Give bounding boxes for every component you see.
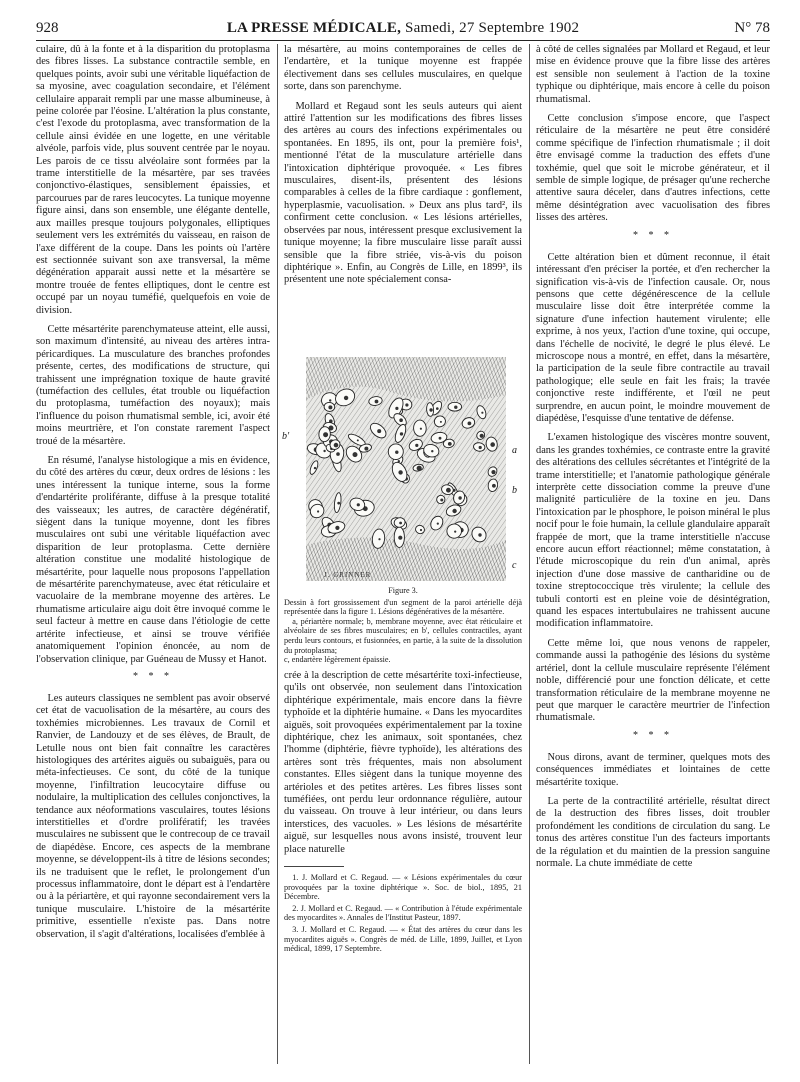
column-2-continued (284, 670, 522, 956)
cell-nucleus (429, 408, 432, 411)
figure-caption (284, 586, 522, 665)
cell-nucleus (317, 510, 319, 512)
cell-nucleus (458, 496, 461, 499)
cell-nucleus (420, 428, 422, 430)
cell-nucleus (314, 467, 316, 469)
paragraph: culaire, dû à la fonte et à la disparition du protoplasma des fibres lisses. La substance contractile semble, en quelques points, avoir subi une véritable liquéfaction de sa myosine, avec coagulation secondaire, et l'élément cellulaire apparait rempli par une masse albumineuse, à peine colorée par l'éosine. L'altération la plus constante, c'est l'exode du protoplasma, avec transformation de la cellule ainsi évidée en une logette, en une véritable alvéole, parfois vide, plus souvent centrée par le noyau. Les parois de ce tissu alvéolaire sont formées par la trame interstitielle de la mésartère, par ses travées conjonctivo-élastiques, sensiblement épaissies, et parcourues par de rares leucocytes. La tunique moyenne figure ainsi, dans son ensemble, une élégante dentelle, aux mailles presque toujours polygonales, elliptiques seulement vers les extrémités du vaisseau, en raison de l'axe différent de la coupe. Dans les points où l'artère est sectionnée suivant son axe transversal, la même dégénération apparait aussi nette et la mésartère se montre trouée de fentes elliptiques, dont le centre est occupé par un noyau tuméfié, quelquefois en voie de division. (36, 44, 270, 316)
cell-nucleus (357, 439, 359, 441)
figure-3 (284, 355, 522, 665)
paragraph: Cette conclusion s'impose encore, que l'aspect réticulaire de la mésartère ne peut être considéré comme spécifique de l'infection rhumatismale ; il doit être envisagé comme la traduction des effets d'une toxhémie, quel que soit le microbe générateur, et il semble de simple logique, de présager qu'une recherche attentive saura déceler, dans d'autres infections, cette même désintégration avec vacuolisation des fibres lisses des artères. (536, 113, 770, 224)
paragraph: Cette même loi, que nous venons de rappeler, commande aussi la pathogénie des lésions du système artériel, dont la cellule musculaire représente l'élément noble, différencié pour une fonction délicate, et cette transformation réticulaire de la membrane moyenne ne peut que marquer le caractère meurtrier de l'infection rhumatismale. (536, 637, 770, 724)
cell-nucleus (431, 450, 433, 452)
header-rule (36, 40, 770, 41)
paragraph: à côté de celles signalées par Mollard et Regaud, et leur mise en évidence prouve que la fibre lisse des artères est sensible non seulement à l'action de la toxine typhique ou diphtérique, mais encore à celle du poison rhumatismal. (536, 44, 770, 105)
cell-nucleus (478, 533, 481, 536)
cell-nucleus (398, 470, 402, 474)
cell-nucleus (357, 503, 360, 506)
cell-nucleus (437, 523, 439, 525)
cell-nucleus (490, 442, 495, 447)
cell-nucleus (491, 470, 495, 474)
paragraph: En résumé, l'analyse histologique a mis en évidence, du côté des artères du cœur, deux ordres de lésions : les unes intéressent la tunique interne, sous la forme d'endartérite proliférante, diffuse à la presque totalité des vaisseaux; les autres, de caractère dégénératif, siègent dans la tunique moyenne, dont les fibres musculaires ont subi une véritable liquéfaction avec disparition de leur protoplasma. Cette dernière altération constitue une modalité histologique de mésartérite, pour laquelle nous proposons l'appellation de mésartérite parenchymateuse, avec état réticulaire et vacuolaire de la membrane moyenne des artères. Le rhumatisme articulaire aigu doit être invoqué comme le seul facteur à mettre en cause dans l'étiologie de cette artérite infectieuse, et ainsi se trouve vérifiée anatomiquement l'opinion énoncée, au nom de l'observation clinique, par Guéneau de Mussy et Hanot. (36, 455, 270, 665)
cell-nucleus (481, 412, 483, 414)
cell-nucleus (375, 400, 379, 404)
cell-nucleus (479, 446, 482, 449)
cell-vacuole (413, 420, 426, 437)
paragraph: crée à la description de cette mésartérite toxi-infectieuse, qu'ils ont observée, non seulement dans l'intoxication diphtérique expérimentale, mais encore dans la fièvre typhoïde et la diphtérie humaine. « Dans les myocardites aiguës, soit provoquées expérimentalement par la toxine diphtérique, chez les animaux, soit spontanées, chez l'homme (diphtérie, fièvre typhoïde), les altérations des artères sont très fréquentes, mais non absolument constantes. Elles siègent dans la tunique moyenne des artérioles et des petites artères. Les fibres lisses sont tuméfiées, ont perdu leur ordonnance régulière, autour du vaisseau. On trouve à leur intérieur, ou dans leurs interstices, des vacuoles. » Les lésions de mésartérite aiguë, sur lesquelles nous avons insisté, trouvent leur place naturelle (284, 670, 522, 855)
cell-nucleus (420, 529, 422, 531)
page-header (36, 20, 770, 40)
section-separator: * * * (633, 229, 673, 241)
cell-nucleus (398, 536, 402, 540)
cell-nucleus (468, 422, 472, 426)
figure-label-b: b (512, 485, 517, 496)
footnote: 1. J. Mollard et C. Regaud. — « Lésions expérimentales du cœur provoquées par la toxine diphtérique ». Soc. de biol., 1895, 21 Décembre. (284, 873, 522, 902)
column-rule-right (529, 44, 530, 1064)
cell-nucleus (323, 432, 328, 437)
cell-nucleus (417, 466, 422, 471)
footnote: 3. J. Mollard et C. Regaud. — « État des artères du cœur dans les myocardites aiguës ». Congrès de méd. de Lille, 1899, Juillet, et Lyon médical, 1899, 17 Septembre. (284, 925, 522, 954)
section-separator: * * * (133, 670, 173, 682)
cell-nucleus (446, 488, 451, 493)
column-rule-left (277, 44, 278, 1064)
cell-nucleus (492, 484, 496, 488)
cell-nucleus (353, 452, 358, 457)
paragraph: Cette altération bien et dûment reconnue, il était intéressant d'en préciser la portée, et d'en rechercher la signification vis-à-vis de l'infection causale. Or, nous pensons que cette dégénérescence de la cellule musculaire lisse doit être interprétée comme la signature d'une infection hautement virulente; elle exprime, à nos yeux, l'action d'une toxine, qui occupe, dans l'échelle de nocivité, le degré le plus élevé. Le microscope nous a montré, en effet, dans la mésartère, la participation de la seule fibre contractile au travail pathologique; elle seule en fait les frais; la travée conjonctive reste indifférente, et l'œil ne peut surprendre, en aucun point, le moindre mouvement de diapédèse, l'esquisse d'une tentative de défense. (536, 251, 770, 424)
cell-nucleus (440, 421, 442, 423)
caption-text: Dessin à fort grossissement d'un segment de la paroi artérielle déjà représentée dans la figure 1. Lésions dégénératives de la mésartère. (284, 597, 522, 617)
cell-nucleus (448, 442, 452, 446)
paragraph: La perte de la contractilité artérielle, résultat direct de la destruction des fibres lisses, doit troubler profondément les conditions de circulation du sang. Le tonus des artères constitue l'un des facteurs importants de la régulation et du maintien de la pression sanguine normale. La chute immédiate de cette (536, 795, 770, 869)
cell-nucleus (377, 429, 381, 433)
cell-nucleus (337, 502, 340, 505)
cell-nucleus (329, 399, 331, 401)
cell-nucleus (364, 447, 368, 451)
cell-nucleus (480, 434, 484, 438)
figure-title: Figure 3. (388, 586, 418, 595)
cell-nucleus (328, 405, 332, 409)
cell-nucleus (378, 538, 380, 540)
cell-nucleus (399, 418, 403, 422)
column-1 (36, 44, 270, 948)
cell-nucleus (436, 407, 439, 410)
cell-nucleus (440, 499, 443, 502)
cell-nucleus (344, 396, 348, 400)
column-3 (536, 44, 770, 877)
cell-nucleus (415, 444, 418, 447)
paragraph: Mollard et Regaud sont les seuls auteurs qui aient attiré l'attention sur les modifications des fibres lisses des artères au cours des infections expérimentales ou spontanées. En 1895, ils ont, pour la première fois¹, mentionné l'état de la musculature artérielle dans l'intoxication diphtérique provoquée. « Les fibres musculaires, disent-ils, présentent des lésions comparables à celles de la fibre cardiaque : gonflement, hyperplasmie, vacuolisation. » Deux ans plus tard², ils confirment cette conclusion. « Les lésions artérielles, observées par nous, intéressent presque exclusivement la tunique moyenne; la fibre musculaire lisse paraît aussi sensible que la fibre striée, vis-à-vis du poison diphtérique ». Enfin, au Congrès de Lille, en 1899³, ils présentent une note spécialement consa- (284, 100, 522, 286)
figure-label-c: c (512, 560, 517, 571)
running-title (36, 20, 770, 37)
journal-name: LA PRESSE MÉDICALE, (226, 20, 402, 36)
paragraph: la mésartère, au moins contemporaines de celles de l'endartère, et la tunique moyenne est frappée électivement dans ses cellules musculaires, en quelque sorte, dans son parenchyme. (284, 44, 522, 93)
artist-signature: J. GRINNER (324, 571, 372, 579)
cell-nucleus (400, 432, 403, 435)
column-2 (284, 44, 522, 294)
paragraph: Nous dirons, avant de terminer, quelques mots des conséquences immédiates et lointaines de cette mésartérite toxique. (536, 751, 770, 788)
paragraph: L'examen histologique des viscères montre souvent, dans les grandes toxhémies, ce contraste entre la gravité des altérations des cellules sécrétantes et l'intégrité de la trame interstitielle; et l'anatomie pathologique générale interprète cette dissociation comme la preuve d'une malignité particulière de la toxine en jeu. Dans l'intoxication par le phosphore, le poison minéral le plus nocif pour le foie humain, la cellule glandulaire apparaît frappée de mort, que la trame interstitielle n'accuse encore aucun effort réactionnel; même constatation, à l'étude microscopique du rein d'un animal, après injection d'une dose massive de cantharidine ou de toxine streptococcique très virulente; la cellule des tubuli contorti est en pleine voie de désintégration, quand les espaces intertubulaires ne trahissent aucune modification inflammatoire. (536, 432, 770, 630)
page-number: 928 (36, 20, 59, 36)
histology-drawing (284, 355, 522, 583)
cell-nucleus (336, 452, 340, 456)
footnote: 2. J. Mollard et C. Regaud. — « Contribution à l'étude expérimentale des myocardites ». Annales de l'Institut Pasteur, 1897. (284, 903, 522, 923)
cell-nucleus (395, 407, 398, 410)
cell-nucleus (335, 526, 339, 530)
figure-label-b-prime: b' (282, 431, 290, 442)
cell-nucleus (454, 406, 457, 409)
cell-nucleus (334, 443, 339, 448)
cell-nucleus (452, 509, 456, 513)
figure-label-a: a (512, 445, 517, 456)
cell-nucleus (405, 403, 408, 406)
caption-legend: a, périartère normale; b, membrane moyenne, avec état réticulaire et alvéolaire de ses fibres musculaires; en b', cellules contractiles, ayant perdu leurs contours, et fusionnées, en partie, à la suite de la dissolution du protoplasma; (284, 616, 522, 655)
issue-date: Samedi, 27 Septembre 1902 (405, 20, 580, 36)
cell-nucleus (323, 450, 325, 452)
cell-nucleus (439, 437, 442, 440)
cell-nucleus (395, 451, 398, 454)
section-separator: * * * (633, 729, 673, 741)
caption-legend: c, endartère légèrement épaissie. (284, 655, 391, 665)
footnote-rule (284, 866, 344, 867)
paragraph: Cette mésartérite parenchymateuse atteint, elle aussi, son maximum d'intensité, au niveau des artères intra-péricardiques. La musculature des branches profondes présente, certes, des modifications de structure, qui trahissent une imprégnation toxique de haute gravité (tuméfaction des cellules, état trouble ou liquéfaction du protoplasma, tuméfaction des noyaux); mais l'influence du poison rhumatismal semble, ici, avoir été moins meurtrière, et l'on constate rarement l'aspect troué de la mésartère. (36, 323, 270, 447)
footnotes (284, 873, 522, 954)
cell-nucleus (454, 531, 456, 533)
paragraph: Les auteurs classiques ne semblent pas avoir observé cet état de vacuolisation de la mésartère, au cours des toxhémies microbiennes. Les travaux de Cornil et Ranvier, de Landouzy et de ses élèves, de Brault, de Letulle nous ont bien fait connaître les caractères histologiques des artérites aiguës ou subaiguës, para ou méta-infectieuses. Ce sont, du côté de la tunique moyenne, l'infiltration leucocytaire diffuse ou nodulaire, la multiplication des cellules conjonctives, la tendance aux néoformations vasculaires, toutes lésions interstitielles et d'ordre prolifératif; les travées musculaires ne subissent que le contrecoup de ce travail de diapédèse. Encore, ces aspects de la membrane moyenne, se développent-ils à titre de lésions secondes; ils ne traduisent que le reflet, le prolongement d'un processus inflammatoire, dont le départ est à l'endartère ou à la périartère, et qui rayonne secondairement vers la tunique musculaire. L'histoire de la mésartérite primitive, essentielle n'existe pas. Dans notre observation, il s'agit d'altérations, localisées d'emblée à (36, 692, 270, 940)
cell-nucleus (399, 522, 402, 525)
issue-number: N° 78 (734, 20, 770, 36)
